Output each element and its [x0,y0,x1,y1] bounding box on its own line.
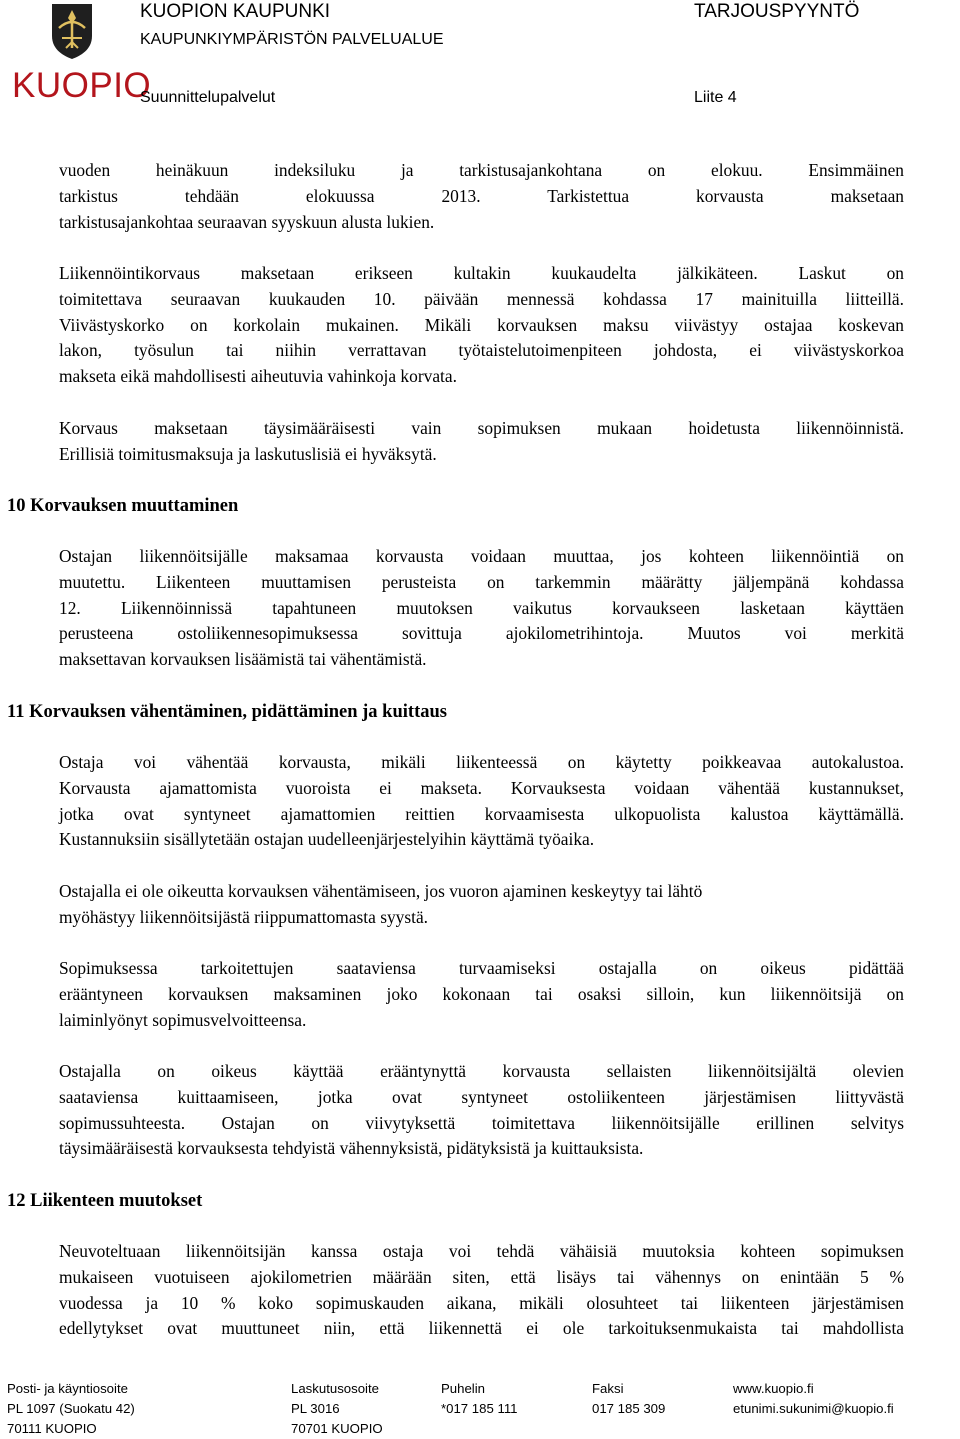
website-link[interactable]: www.kuopio.fi [733,1381,814,1396]
section-heading: 11 Korvauksen vähentäminen, pidättäminen ja kuittaus [7,702,447,722]
appendix-label: Liite 4 [694,89,737,106]
logo-wordmark: KUOPIO [12,66,152,105]
footer-fax: Faksi 017 185 309 [592,1381,666,1416]
section-heading: 12 Liikenteen muutokset [7,1191,203,1211]
unit-name: Suunnittelupalvelut [140,89,276,106]
paragraph: Korvaus maksetaan täysimääräisesti vain sopimuksen mukaan hoidetusta liikennöinnistä. Erillisiä toimitusmaksuja ja laskutuslisiä ei hyväksytä. [59,418,904,464]
footer-phone: Puhelin *017 185 111 [441,1381,518,1416]
paragraph: Sopimuksessa tarkoitettujen saataviensa turvaamiseksi ostajalla on oikeus pidättää erääntyneen korvauksen maksaminen joko kokonaan tai osaksi silloin, kun liikennöitsijä on laiminlyönyt sopimusvelvoitteensa. [59,958,904,1030]
paragraph: Ostaja voi vähentää korvausta, mikäli liikenteessä on käytetty poikkeavaa autokalustoa. Korvausta ajamattomista vuoroista ei makseta. Korvauksesta voidaan vähentää kustannukset, jotka ovat syntyneet ajamattomien reittien korvaamisesta ulkopuolista kalustoa käyttämällä. Kustannuksiin sisällytetään ostajan uudelleenjärjestelyihin käyttämä työaika. [59,752,904,850]
coat-of-arms-icon [50,2,94,60]
footer [0,1379,960,1436]
footer-web [733,1379,894,1419]
paragraph: vuoden heinäkuun indeksiluku ja tarkistusajankohtana on elokuu. Ensimmäinen tarkistus tehdään elokuussa 2013. Tarkistettua korvausta maksetaan tarkistusajankohtaa seuraavan syyskuun alusta lukien. [59,160,904,232]
department-name: KAUPUNKIYMPÄRISTÖN PALVELUALUE [140,31,444,48]
paragraph: Ostajalla on oikeus käyttää erääntynyttä korvausta sellaisten liikennöitsijältä olevien saataviensa kuittaamiseen, jotka ovat syntyneet ostoliikenteen järjestämisen liittyvästä sopimussuhteesta. Ostajan on viivytyksettä toimitettava liikennöitsijälle erillinen selvitys täysimääräisestä korvauksesta tehdyistä vähennyksistä, pidätyksistä ja kuittauksista. [59,1061,904,1159]
section-heading: 10 Korvauksen muuttaminen [7,496,239,516]
paragraph: Ostajalla ei ole oikeutta korvauksen vähentämiseen, jos vuoron ajaminen keskeytyy tai lähtö myöhästyy liikennöitsijästä riippumattomasta syystä. [59,881,703,927]
paragraph: Liikennöintikorvaus maksetaan erikseen kultakin kuukaudelta jälkikäteen. Laskut on toimitettava seuraavan kuukauden 10. päivään mennessä kohdassa 17 mainituilla liitteillä. Viivästyskorko on korkolain mukainen. Mikäli korvauksen maksu viivästyy ostajaa koskevan lakon, työsulun tai niihin verrattavan työtaistelutoimenpiteen johdosta, ei viivästyskorkoa makseta eikä mahdollisesti aiheutuvia vahinkoja korvata. [59,263,904,387]
email-link[interactable]: etunimi.sukunimi@kuopio.fi [733,1401,894,1416]
footer-postal-address: Posti- ja käyntiosoite PL 1097 (Suokatu 42) 70111 KUOPIO [7,1381,135,1436]
paragraph: Neuvoteltuaan liikennöitsijän kanssa ostaja voi tehdä vähäisiä muutoksia kohteen sopimuksen mukaiseen vuotuiseen ajokilometrien määrään siten, että lisäys tai vähennys on enintään 5 % vuodessa ja 10 % koko sopimuskauden aikana, mikäli olosuhteet tai liikenteen järjestämisen edellytykset ovat muuttuneet niin, että liikennettä ei ole tarkoituksenmukaista tai mahdollista [59,1241,904,1339]
city-name: KUOPION KAUPUNKI [140,1,331,22]
footer-billing-address: Laskutusosoite PL 3016 70701 KUOPIO [291,1381,383,1436]
document-type: TARJOUSPYYNTÖ [694,1,860,22]
kuopio-logo [8,2,152,106]
paragraph: Ostajan liikennöitsijälle maksamaa korvausta voidaan muuttaa, jos kohteen liikennöintiä on muutettu. Liikenteen muuttamisen perusteista on tarkemmin määrätty jäljempänä kohdassa 12. Liikennöinnissä tapahtuneen muutoksen vaikutus korvaukseen lasketaan käyttäen perusteena ostoliikennesopimuksessa sovittuja ajokilometrihintoja. Muutos voi merkitä maksettavan korvauksen lisäämistä tai vähentämistä. [59,546,904,670]
